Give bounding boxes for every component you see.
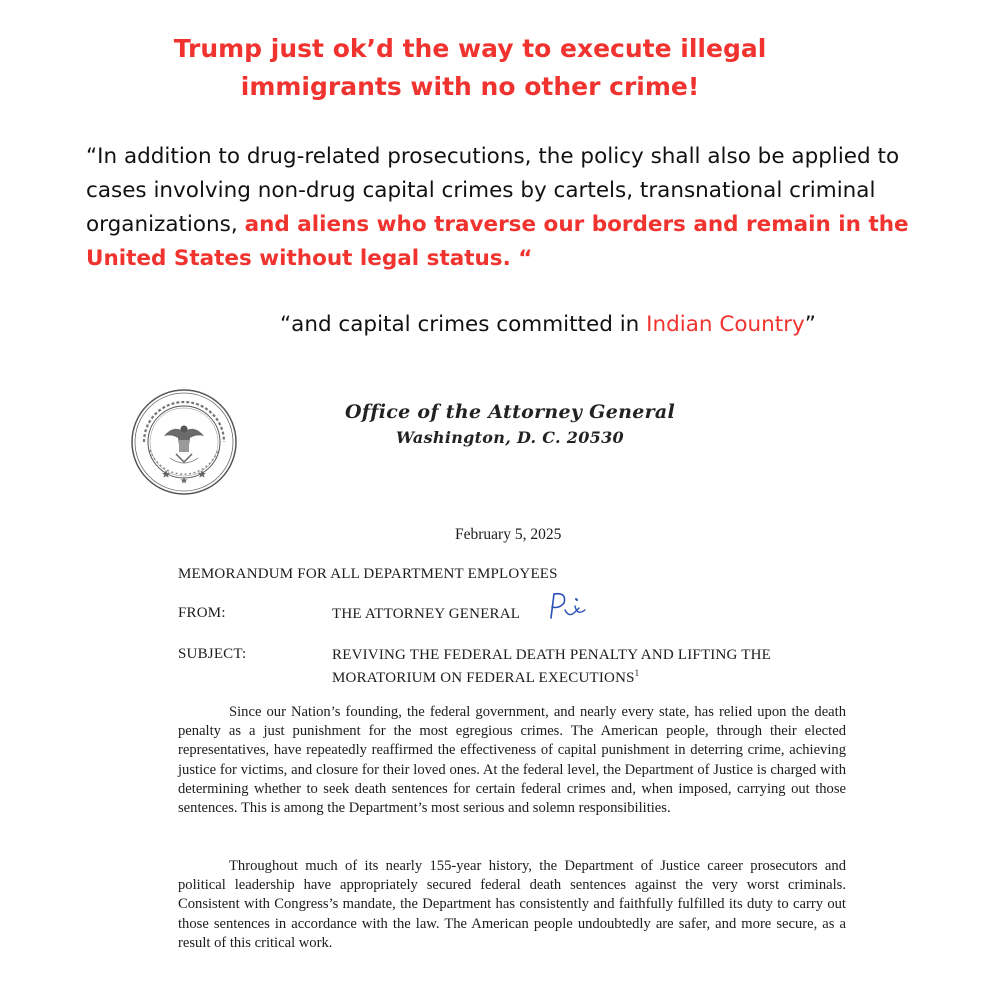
- quote2-plain-text: “and capital crimes committed in: [280, 312, 647, 337]
- quote2-highlighted-text: Indian Country: [646, 312, 805, 337]
- subject-label: SUBJECT:: [178, 646, 247, 662]
- quote-highlighted-text: and aliens who traverse our borders and remain in the United States without legal status. “: [86, 212, 909, 271]
- quote-plain-text: “In addition to drug-related prosecutions, the policy shall also be applied to cases involving non-drug capital crimes by cartels, transnational criminal organizations,: [86, 144, 900, 237]
- from-label: FROM:: [178, 605, 226, 621]
- indian-country-quote: [280, 308, 980, 342]
- memo-paragraph-1: Since our Nation’s founding, the federal government, and nearly every state, has relied upon the death penalty as a just punishment for the most egregious crimes. The American people, through their elected representatives, have repeatedly reaffirmed the effectiveness of capital punishment in deterring crime, achieving justice for victims, and closure for their loved ones. At the federal level, the Department of Justice is charged with determining whether to seek death sentences for certain federal crimes and, when imposed, carrying out those sentences. This is among the Department’s most serious and solemn responsibilities.: [178, 704, 846, 817]
- headline-line-1: Trump just ok’d the way to execute illegal: [173, 34, 767, 63]
- headline: [0, 30, 940, 106]
- letterhead: [320, 398, 700, 450]
- subject-value: [332, 646, 832, 687]
- letterhead-address: Washington, D. C. 20530: [396, 428, 624, 447]
- policy-quote: [86, 140, 966, 276]
- subject-footnote: 1: [634, 668, 640, 678]
- memo-date: February 5, 2025: [455, 526, 562, 543]
- signature-icon: [545, 588, 591, 624]
- quote2-closing: ”: [804, 312, 816, 337]
- subject-text: REVIVING THE FEDERAL DEATH PENALTY AND LIFTING THE MORATORIUM ON FEDERAL EXECUTIONS: [332, 647, 772, 686]
- letterhead-office: Office of the Attorney General: [344, 401, 676, 423]
- memo-paragraph-2: Throughout much of its nearly 155-year history, the Department of Justice career prosecutors and political leadership have appropriately secured federal death sentences against the very worst criminals. Consistent with Congress’s mandate, the Department has consistently and faithfully fulfilled its duty to carry out those sentences in accordance with the law. The American people undoubtedly are safer, and more secure, as a result of this critical work.: [178, 858, 846, 951]
- doj-seal-icon: [130, 388, 238, 496]
- from-value: THE ATTORNEY GENERAL: [332, 606, 521, 622]
- headline-line-2: immigrants with no other crime!: [240, 72, 700, 101]
- memo-to-line: MEMORANDUM FOR ALL DEPARTMENT EMPLOYEES: [178, 566, 558, 582]
